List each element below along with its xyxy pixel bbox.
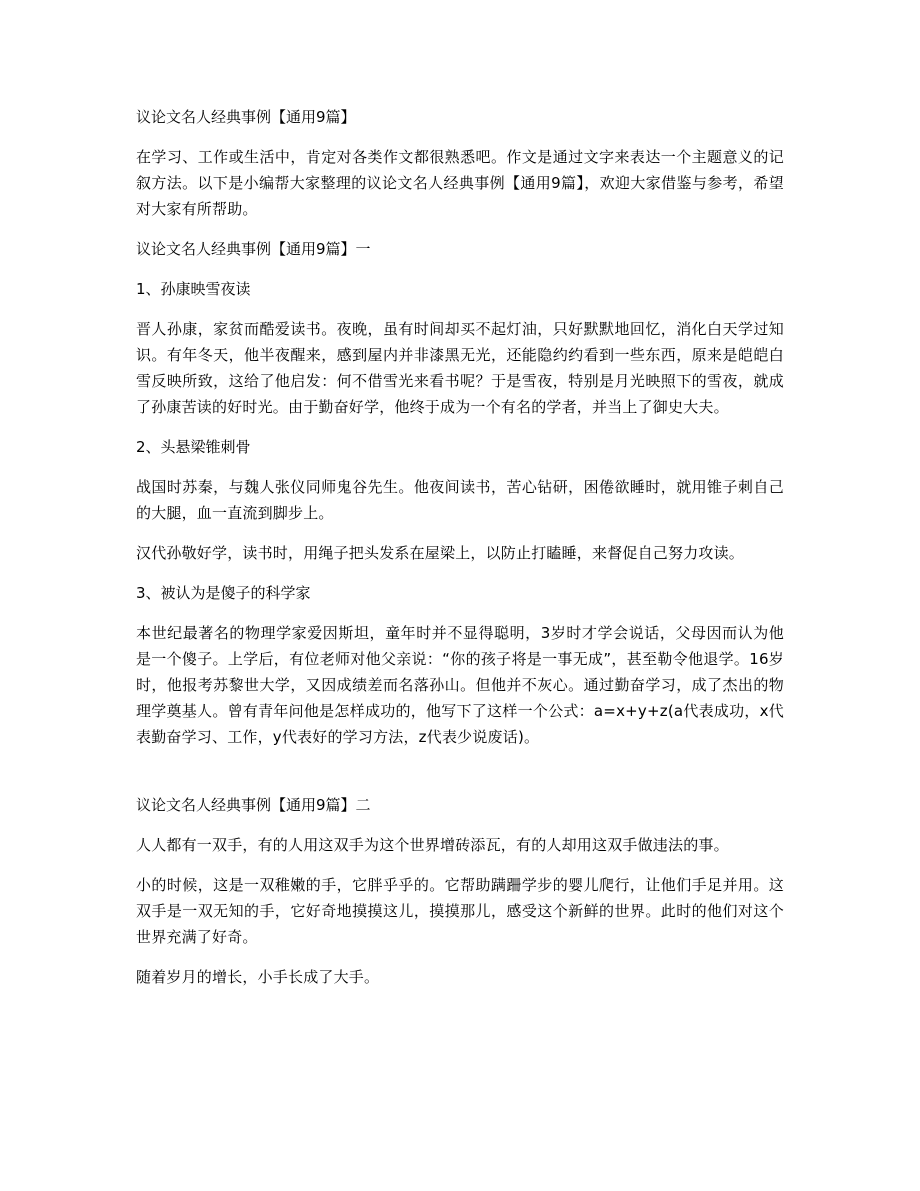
intro-paragraph: 在学习、工作或生活中，肯定对各类作文都很熟悉吧。作文是通过文字来表达一个主题意义的记叙方法。以下是小编帮大家整理的议论文名人经典事例【通用9篇】，欢迎大家借鉴与参考，希望对大家有所帮助。 <box>136 148 784 218</box>
section2-paragraph-3: 随着岁月的增长，小手长成了大手。 <box>136 968 380 986</box>
section2-paragraph-1: 人人都有一双手，有的人用这双手为这个世界增砖添瓦，有的人却用这双手做违法的事。 <box>136 836 729 854</box>
item2-title: 2、头悬梁锥刺骨 <box>136 438 251 456</box>
item2-paragraph-1: 战国时苏秦，与魏人张仪同师鬼谷先生。他夜间读书，苦心钻研，困倦欲睡时，就用锥子刺自己的大腿，血一直流到脚步上。 <box>136 478 784 522</box>
section2-heading: 议论文名人经典事例【通用9篇】二 <box>136 796 371 814</box>
section1-heading: 议论文名人经典事例【通用9篇】一 <box>136 240 371 258</box>
item3-title: 3、被认为是傻子的科学家 <box>136 584 311 602</box>
item3-paragraph: 本世纪最著名的物理学家爱因斯坦，童年时并不显得聪明，3岁时才学会说话，父母因而认为他是一个傻子。上学后，有位老师对他父亲说：“你的孩子将是一事无成”，甚至勒令他退学。16岁时，他报考苏黎世大学，又因成绩差而名落孙山。但他并不灰心。通过勤奋学习，成了杰出的物理学奠基人。曾有青年问他是怎样成功的，他写下了这样一个公式：a=x+y+z(a代表成功，x代表勤奋学习、工作，y代表好的学习方法，z代表少说废话)。 <box>136 624 784 746</box>
document-title: 议论文名人经典事例【通用9篇】 <box>136 108 356 126</box>
item1-paragraph: 晋人孙康，家贫而酷爱读书。夜晚，虽有时间却买不起灯油，只好默默地回忆，消化白天学过知识。有年冬天，他半夜醒来，感到屋内并非漆黑无光，还能隐约约看到一些东西，原来是皑皑白雪反映所致，这给了他启发：何不借雪光来看书呢？于是雪夜，特别是月光映照下的雪夜，就成了孙康苦读的好时光。由于勤奋好学，他终于成为一个有名的学者，并当上了御史大夫。 <box>136 320 784 416</box>
item1-title: 1、孙康映雪夜读 <box>136 280 251 298</box>
section2-paragraph-2: 小的时候，这是一双稚嫩的手，它胖乎乎的。它帮助蹒跚学步的婴儿爬行，让他们手足并用。这双手是一双无知的手，它好奇地摸摸这儿，摸摸那儿，感受这个新鲜的世界。此时的他们对这个世界充满了好奇。 <box>136 876 784 946</box>
item2-paragraph-2: 汉代孙敬好学，读书时，用绳子把头发系在屋梁上，以防止打瞌睡，来督促自己努力攻读。 <box>136 544 745 562</box>
document-page <box>136 104 784 990</box>
